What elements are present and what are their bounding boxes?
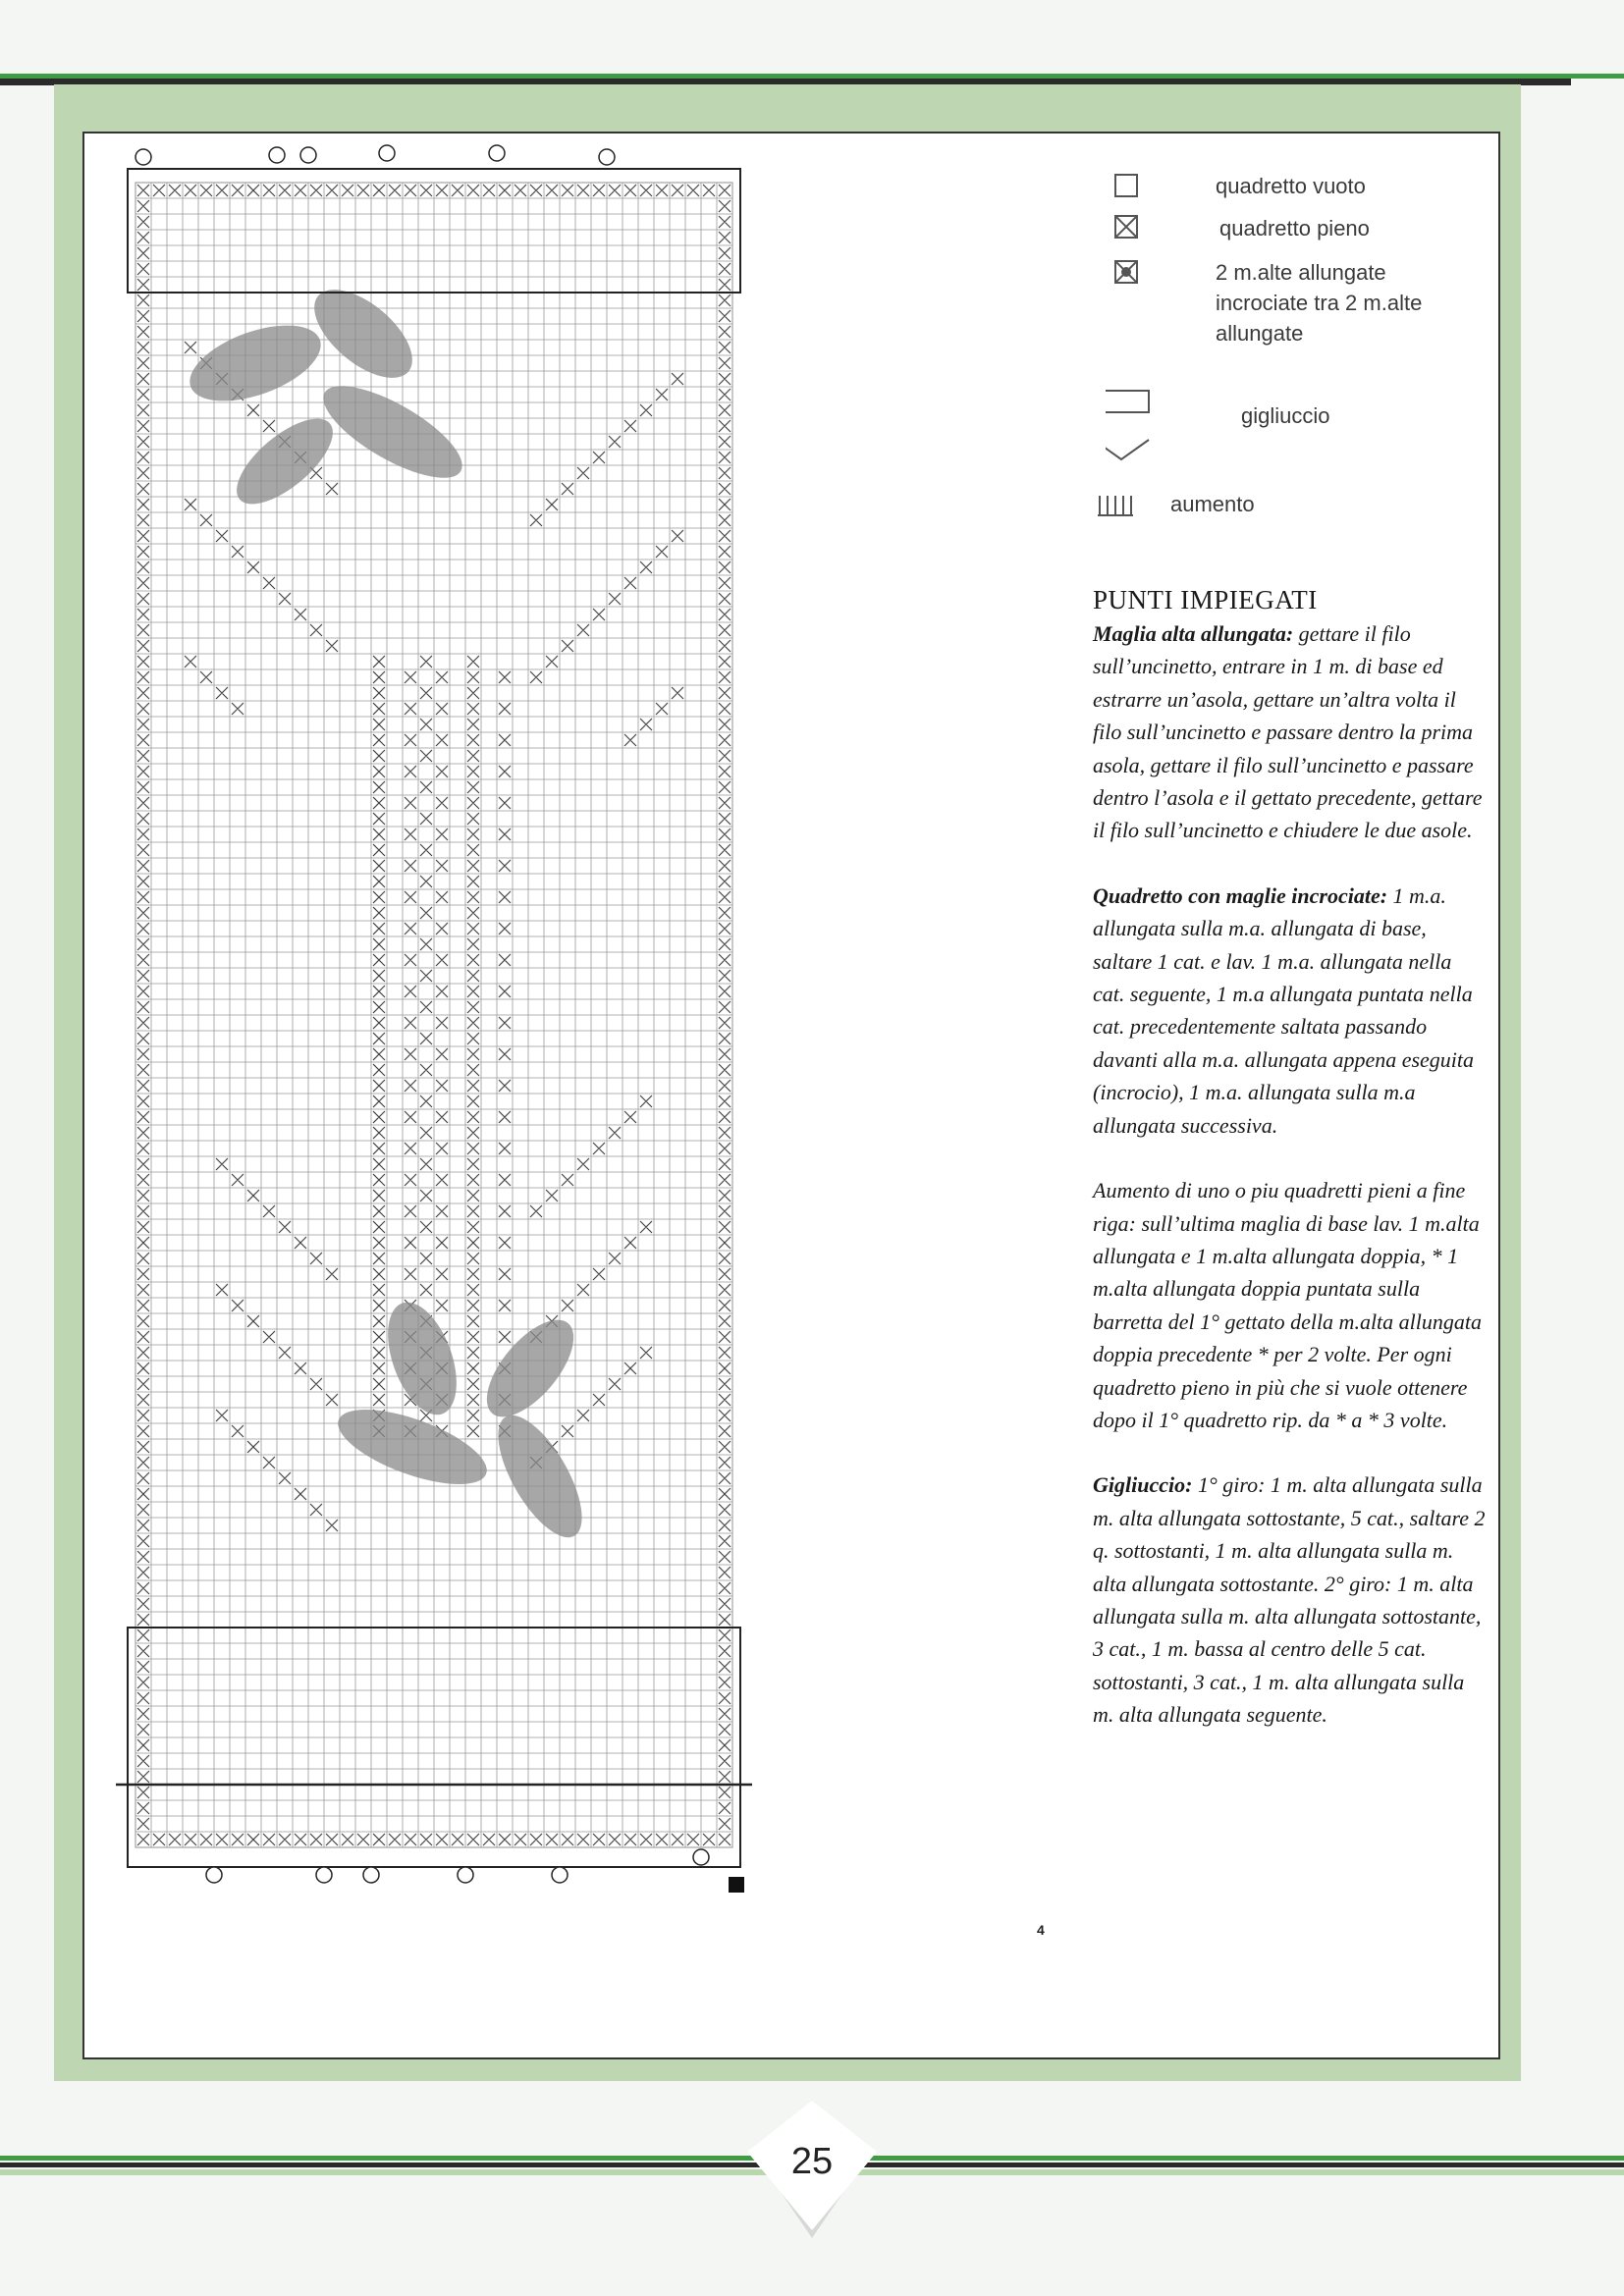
top-rule-green [0, 74, 1624, 79]
paragraph-maglia-alta [1093, 617, 1486, 847]
page-number: 25 [790, 2141, 834, 2182]
legend-label-increase: aumento [1170, 492, 1255, 516]
stitch-marker-icon [458, 1867, 473, 1883]
paragraph-body: 1° giro: 1 m. alta allungata sulla m. alta allungata sottostante, 5 cat., saltare 2 q. sottostanti, 1 m. alta allungata sulla m. alta allungata sottostante. 2° giro: 1 m. alta allungata sulla m. alta allungata sottostante, 3 cat., 1 m. bassa al centro delle 5 cat. sottostanti, 3 cat., 1 m. alta allungata sulla m. alta allungata seguente. [1093, 1472, 1486, 1728]
paragraph-gigliuccio [1093, 1468, 1486, 1731]
picot-v-icon [1106, 440, 1149, 459]
legend-label-crossed: 2 m.alte allungate incrociate tra 2 m.alte allungate [1216, 260, 1423, 346]
page-content [82, 132, 1500, 2059]
paragraph-body: 1 m.a. allungata sulla m.a. allungata di base, saltare 1 cat. e lav. 1 m.a. allungata nella cat. seguente, 1 m.a allungata puntata nella cat. precedentemente saltata passando davanti alla m.a. allungata appena eseguita (incrocio), 1 m.a. allungata sulla m.a allungata successiva. [1093, 882, 1475, 1138]
instructions [1093, 585, 1486, 1764]
stitch-marker-icon [363, 1867, 379, 1883]
legend-label-filled: quadretto pieno [1219, 216, 1370, 240]
top-band [0, 0, 1624, 79]
empty-square-icon [1115, 175, 1137, 196]
crossed-square-icon [1115, 261, 1137, 283]
paragraph-body: gettare il filo sull’uncinetto, entrare in 1 m. di base ed estrarre un’asola, gettare un’altra volta il filo sull’uncinetto e passare dentro la prima asola, gettare il filo sull’uncinetto e passare dentro l’asola e il gettato precedente, gettare il filo sull’uncinetto e chiudere le due asole. [1093, 621, 1483, 843]
legend-label-empty: quadretto vuoto [1216, 174, 1366, 198]
stitch-marker-icon [316, 1867, 332, 1883]
stitch-marker-icon [269, 147, 285, 163]
filled-square-icon [1115, 216, 1137, 238]
paragraph-title: Gigliuccio: [1093, 1472, 1193, 1498]
stitch-marker-icon [379, 145, 395, 161]
picot-flat-icon [1106, 391, 1149, 412]
stitch-marker-icon [489, 145, 505, 161]
stitch-marker-icon [693, 1849, 709, 1865]
increase-icon [1096, 492, 1139, 519]
row-marker: 4 [1037, 1922, 1045, 1938]
stitch-marker-icon [206, 1867, 222, 1883]
paragraph-body: Aumento di uno o piu quadretti pieni a fine riga: sull’ultima maglia di base lav. 1 m.alta allungata e 1 m.alta allungata doppia, * 1 m.alta allungata doppia puntata sulla barretta del 1° gettato della m.alta allungata doppia precedente * per 2 volte. Per ogni quadretto pieno in più che si vuole ottenere dopo il 1° quadretto rip. da * a * 3 volte. [1093, 1178, 1483, 1432]
section-heading: PUNTI IMPIEGATI [1093, 585, 1318, 614]
stitch-marker-icon [552, 1867, 568, 1883]
paragraph-quadretto [1093, 880, 1486, 1142]
stitch-marker-icon [599, 149, 615, 165]
stitch-marker-icon [135, 149, 151, 165]
paragraph-aumento [1093, 1174, 1486, 1436]
stitch-marker-icon [300, 147, 316, 163]
end-marker-icon [729, 1877, 744, 1893]
paragraph-title: Quadretto con maglie incrociate: [1093, 882, 1388, 908]
paragraph-title: Maglia alta allungata: [1093, 621, 1294, 646]
legend-label-picot: gigliuccio [1241, 403, 1330, 428]
